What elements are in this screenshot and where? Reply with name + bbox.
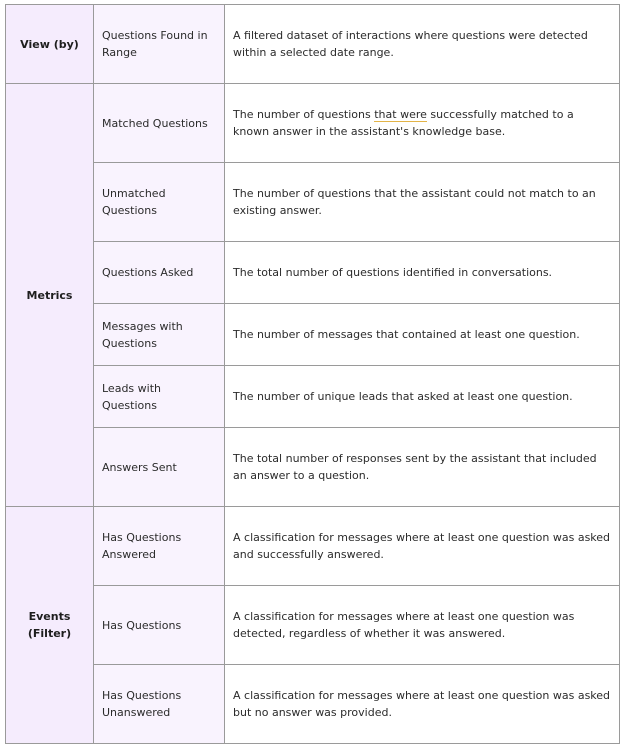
category-events-filter: Events (Filter) (6, 507, 94, 744)
term-cell: Has Questions Answered (94, 507, 225, 586)
description-cell: The total number of responses sent by the assistant that included an answer to a question. (225, 428, 620, 507)
description-cell: A classification for messages where at least one question was detected, regardless of whether it was answered. (225, 586, 620, 665)
description-cell: A classification for messages where at least one question was asked and successfully answered. (225, 507, 620, 586)
term-cell: Has Questions Unanswered (94, 665, 225, 744)
term-cell: Messages with Questions (94, 304, 225, 366)
table-row (6, 366, 620, 428)
term-cell: Questions Found in Range (94, 5, 225, 84)
description-cell: A filtered dataset of interactions where questions were detected within a selected date range. (225, 5, 620, 84)
definitions-table (5, 4, 620, 744)
highlighted-text: that were (374, 108, 427, 121)
description-text: successfully matched to a known answer in the assistant's knowledge base. (233, 108, 574, 138)
table-row (6, 304, 620, 366)
table-row (6, 242, 620, 304)
table-row (6, 163, 620, 242)
table-row (6, 84, 620, 163)
table-row (6, 586, 620, 665)
category-view-by: View (by) (6, 5, 94, 84)
description-cell: The number of messages that contained at least one question. (225, 304, 620, 366)
term-cell: Questions Asked (94, 242, 225, 304)
table-row (6, 665, 620, 744)
term-cell: Leads with Questions (94, 366, 225, 428)
term-cell: Matched Questions (94, 84, 225, 163)
term-cell: Answers Sent (94, 428, 225, 507)
description-cell: The total number of questions identified in conversations. (225, 242, 620, 304)
description-text: The number of questions (233, 108, 375, 121)
description-cell: The number of questions that the assistant could not match to an existing answer. (225, 163, 620, 242)
term-cell: Has Questions (94, 586, 225, 665)
description-cell (225, 84, 620, 163)
table-row (6, 428, 620, 507)
category-metrics: Metrics (6, 84, 94, 507)
table-row (6, 5, 620, 84)
table-row (6, 507, 620, 586)
description-cell: The number of unique leads that asked at least one question. (225, 366, 620, 428)
term-cell: Unmatched Questions (94, 163, 225, 242)
description-cell: A classification for messages where at least one question was asked but no answer was provided. (225, 665, 620, 744)
